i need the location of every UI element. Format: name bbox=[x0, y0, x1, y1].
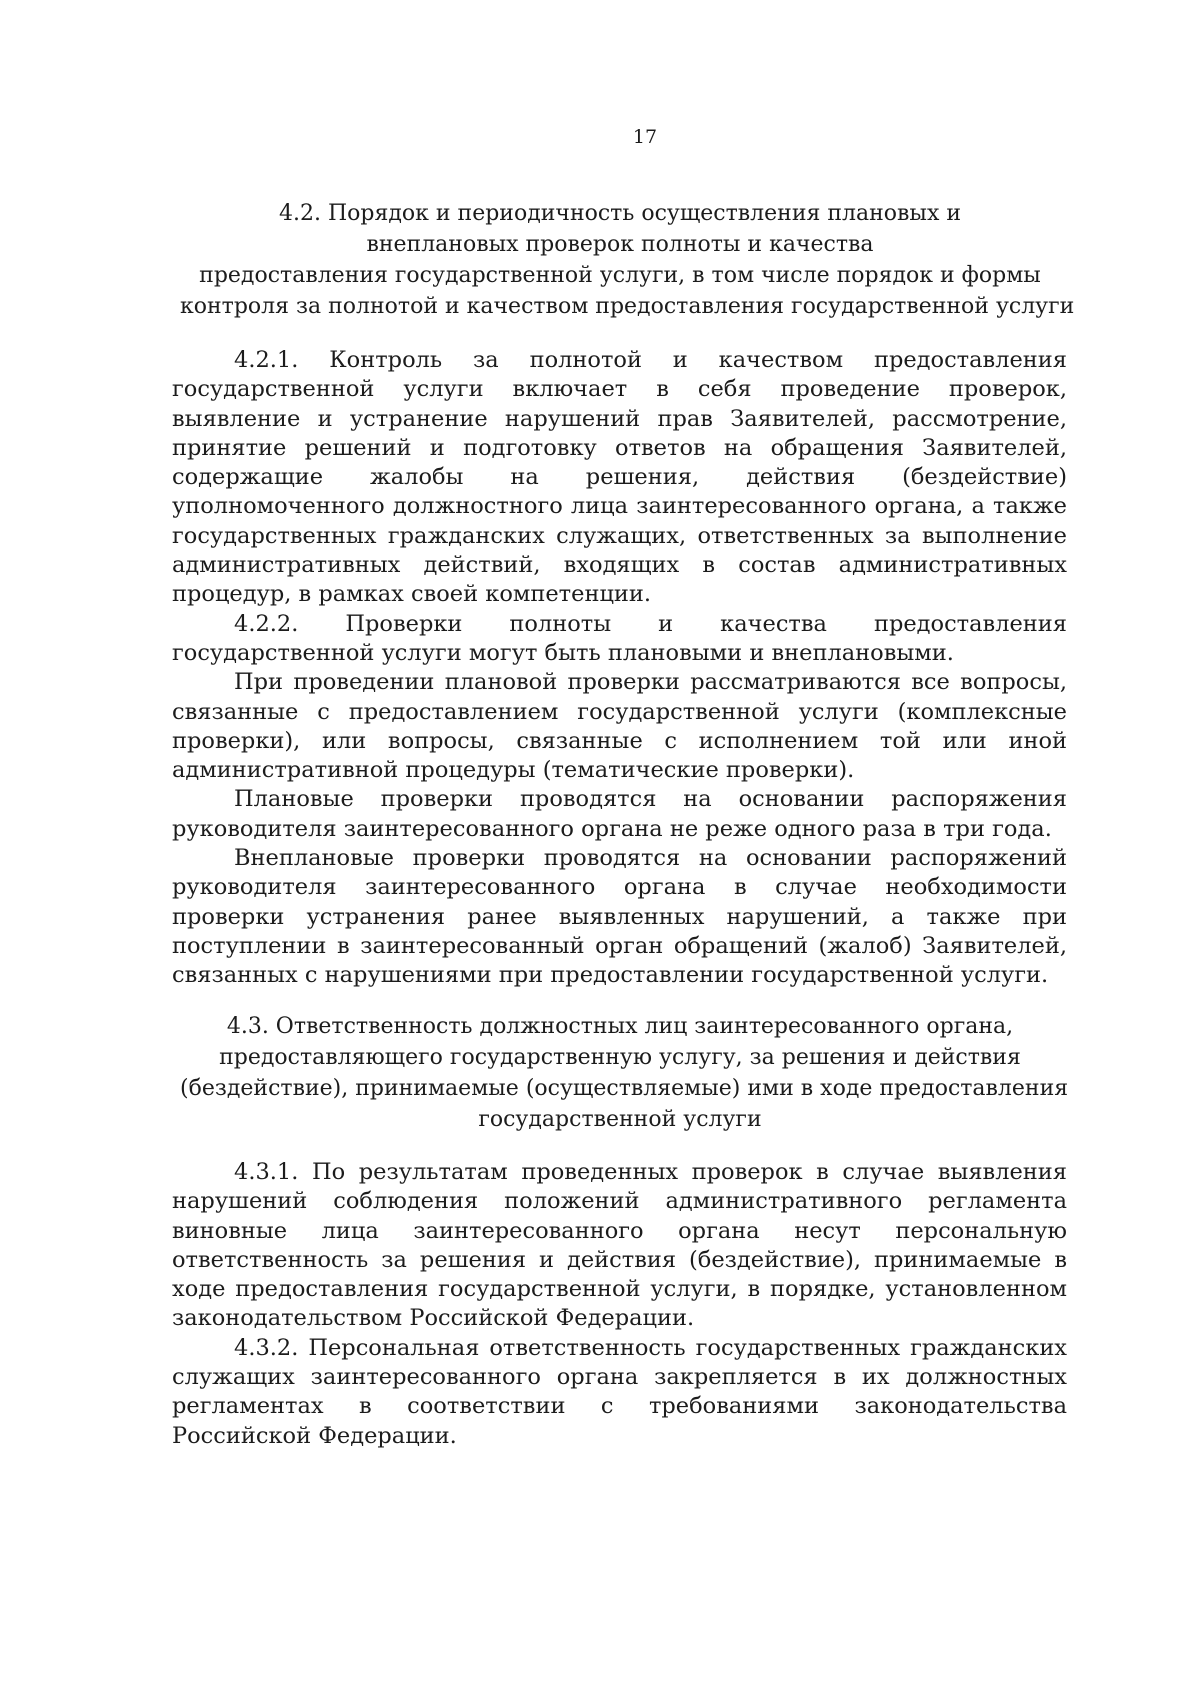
paragraph-unplanned-check: Внеплановые проверки проводятся на основании распоряжений руководителя заинтересованного органа в случае необходимости проверки устранения ранее выявленных нарушений, а также при поступлении в заинтересованный орган обращений (жалоб) Заявителей, связанных с нарушениями при предоставлении государственной услуги. bbox=[172, 845, 1067, 989]
paragraph-4-3-1: 4.3.1. По результатам проведенных проверок в случае выявления нарушений соблюдения положений административного регламента виновные лица заинтересованного органа несут персональную ответственность за решения и действия (бездействие), принимаемые в ходе предоставления государственной услуги, в порядке, установленном законодательством Российской Федерации. bbox=[172, 1159, 1067, 1332]
section-body-4-3 bbox=[172, 1158, 1067, 1451]
paragraph-4-2-2: 4.2.2. Проверки полноты и качества предоставления государственной услуги могут быть плановыми и внеплановыми. bbox=[172, 610, 1067, 666]
heading-line: контроля за полнотой и качеством предоставления государственной услуги bbox=[180, 294, 1075, 319]
heading-line: 4.3. Ответственность должностных лиц заинтересованного органа, bbox=[226, 1014, 1014, 1039]
paragraph-planned-frequency: Плановые проверки проводятся на основании распоряжения руководителя заинтересованного органа не реже одного раза в три года. bbox=[172, 786, 1067, 842]
heading-line: государственной услуги bbox=[478, 1107, 762, 1132]
section-heading-4-3 bbox=[180, 1011, 1069, 1135]
paragraph-4-3-2: 4.3.2. Персональная ответственность государственных гражданских служащих заинтересованного органа закрепляется в их должностных регламентах в соответствии с требованиями законодательства Российской Федерации. bbox=[172, 1334, 1067, 1449]
paragraph-planned-check: При проведении плановой проверки рассматриваются все вопросы, связанные с предоставлением государственной услуги (комплексные проверки), или вопросы, связанные с исполнением той или иной административной процедуры (тематические проверки). bbox=[172, 669, 1067, 784]
heading-line: (бездействие), принимаемые (осуществляемые) ими в ходе предоставления bbox=[180, 1076, 1069, 1101]
page-number: 17 bbox=[632, 126, 658, 148]
paragraph-4-2-1: 4.2.1. Контроль за полнотой и качеством предоставления государственной услуги включает в себя проведение проверок, выявление и устранение нарушений прав Заявителей, рассмотрение, принятие решений и подготовку ответов на обращения Заявителей, содержащие жалобы на решения, действия (бездействие) уполномоченного должностного лица заинтересованного органа, а также государственных гражданских служащих, ответственных за выполнение административных действий, входящих в состав административных процедур, в рамках своей компетенции. bbox=[172, 347, 1067, 608]
heading-line: 4.2. Порядок и периодичность осуществления плановых и bbox=[278, 201, 962, 226]
heading-line: предоставления государственной услуги, в том числе порядок и формы bbox=[199, 263, 1041, 288]
section-heading-4-2 bbox=[180, 198, 1075, 322]
heading-line: внеплановых проверок полноты и качества bbox=[366, 232, 874, 257]
section-body-4-2 bbox=[172, 346, 1067, 991]
heading-line: предоставляющего государственную услугу, за решения и действия bbox=[219, 1045, 1021, 1070]
